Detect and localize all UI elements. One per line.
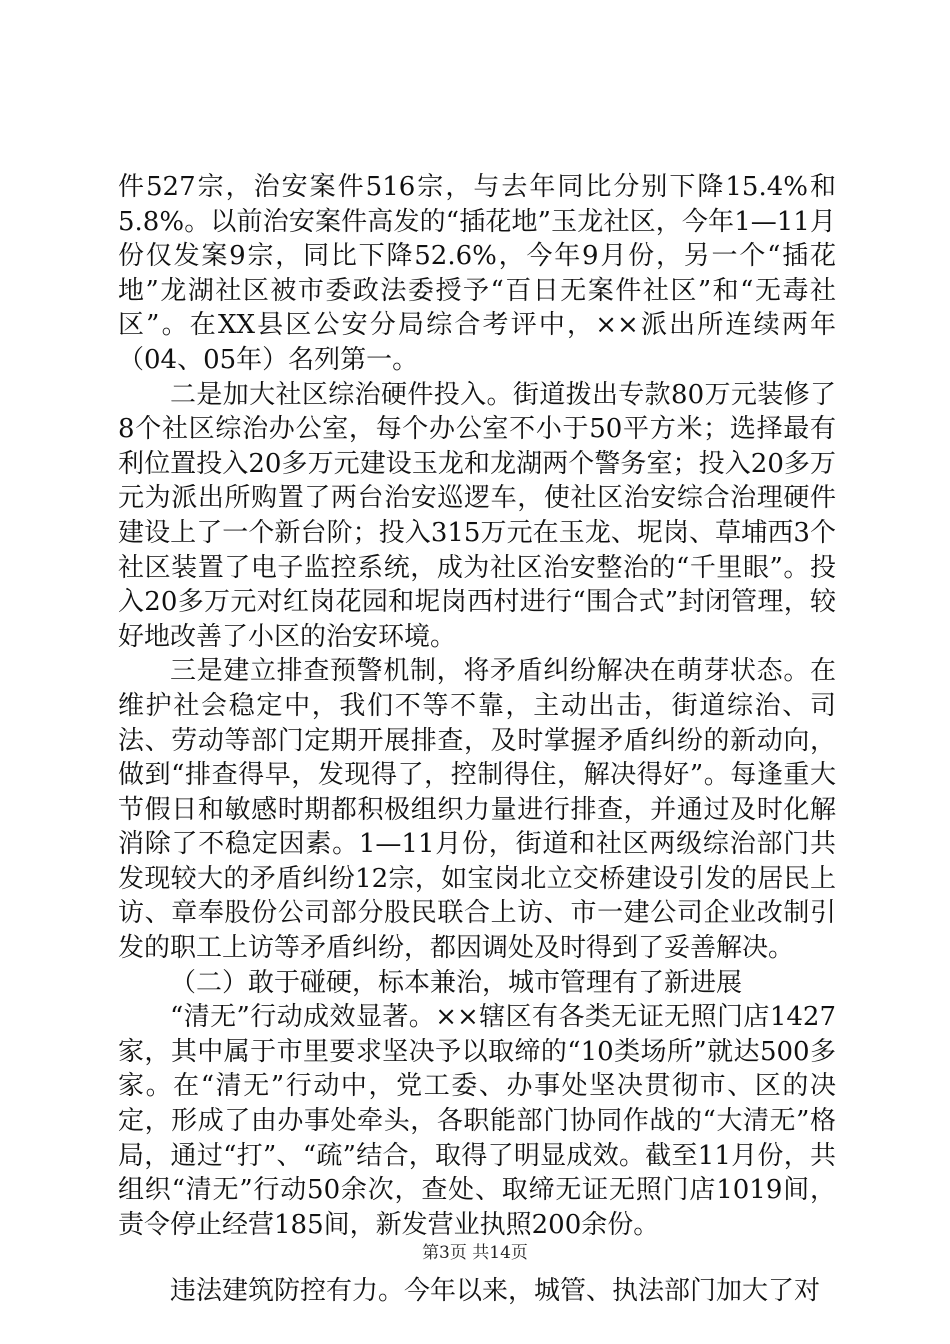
paragraph-hardware-investment: 二是加大社区综治硬件投入。街道拨出专款80万元装修了8个社区综治办公室，每个办公室不小于50平方米；选择最有利位置投入20多万元建设玉龙和龙湖两个警务室；投入20多万元为派出所购置了两台治安巡逻车，使社区治安综合治理硬件建设上了一个新台阶；投入315万元在玉龙、坭岗、草埔西3个社区装置了电子监控系统，成为社区治安整治的“千里眼”。投入20多万元对红岗花园和坭岗西村进行“围合式”封闭管理，较好地改善了小区的治安环境。 [118, 379, 836, 652]
document-body [118, 170, 836, 1309]
paragraph-clear-unlicensed: “清无”行动成效显著。××辖区有各类无证无照门店1427家，其中属于市里要求坚决予以取缔的“10类场所”就达500多家。在“清无”行动中，党工委、办事处坚决贯彻市、区的决定，形成了由办事处牵头，各职能部门协同作战的“大清无”格局，通过“打”、“疏”结合，取得了明显成效。截至11月份，共组织“清无”行动50余次，查处、取缔无证无照门店1019间，责令停止经营185间，新发营业执照200余份。 [118, 1002, 836, 1240]
section-heading-urban-management: （二）敢于碰硬，标本兼治，城市管理有了新进展 [170, 967, 743, 998]
paragraph-crime-stats: 件527宗，治安案件516宗，与去年同比分别下降15.4%和5.8%。以前治安案件高发的“插花地”玉龙社区，今年1—11月份仅发案9宗，同比下降52.6%，今年9月份，另一个“插花地”龙湖社区被市委政法委授予“百日无案件社区”和“无毒社区”。在XX县区公安分局综合考评中，××派出所连续两年（04、05年）名列第一。 [118, 172, 836, 375]
paragraph-illegal-buildings: 违法建筑防控有力。今年以来，城管、执法部门加大了对 [170, 1276, 821, 1307]
paragraph-early-warning: 三是建立排查预警机制，将矛盾纠纷解决在萌芽状态。在维护社会稳定中，我们不等不靠，主动出击，街道综治、司法、劳动等部门定期开展排查，及时掌握矛盾纠纷的新动向，做到“排查得早，发现得了，控制得住，解决得好”。每逢重大节假日和敏感时期都积极组织力量进行排查，并通过及时化解消除了不稳定因素。1—11月份，街道和社区两级综治部门共发现较大的矛盾纠纷12宗，如宝岗北立交桥建设引发的居民上访、章奉股份公司部分股民联合上访、市一建公司企业改制引发的职工上访等矛盾纠纷，都因调处及时得到了妥善解决。 [118, 656, 836, 964]
page-footer: 第3页 共14页 [422, 1243, 528, 1263]
